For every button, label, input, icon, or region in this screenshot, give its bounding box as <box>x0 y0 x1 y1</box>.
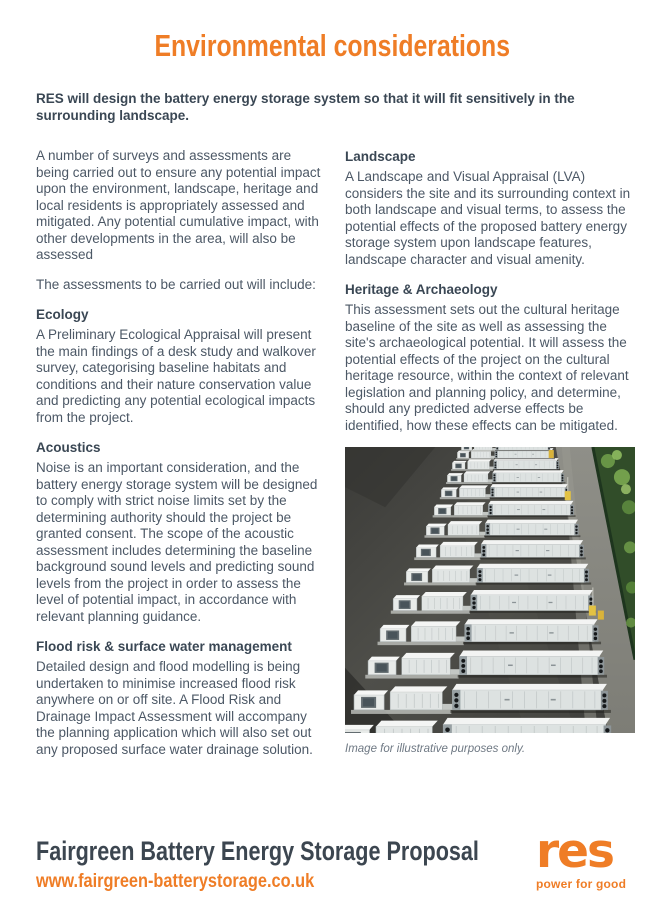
photo-caption: Image for illustrative purposes only. <box>345 743 526 755</box>
section-body-acoustics: Noise is an important consideration, and the battery energy storage system will be designed to comply with strict noise limits set by the determining authority should the project be granted consent. The scope of the acoustic assessment includes determining the baseline background sound levels and predicting sound levels from the project in order to assess the level of potential impact, in accordance with relevant planning guidance. <box>36 460 318 624</box>
section-ecology <box>36 306 323 426</box>
site-photo-figure <box>345 447 635 755</box>
section-heading-acoustics: Acoustics <box>36 440 101 455</box>
res-logo-tagline: power for good <box>536 877 627 891</box>
section-heritage <box>345 281 632 434</box>
content-columns <box>36 148 632 771</box>
section-landscape <box>345 148 632 268</box>
right-column <box>345 148 632 771</box>
page-footer <box>36 824 640 906</box>
section-heading-heritage: Heritage & Archaeology <box>345 282 498 297</box>
intro-statement: RES will design the battery energy storage system so that it will fit sensitively in the surrounding landscape. <box>36 91 575 123</box>
proposal-title-text: Fairgreen Battery Energy Storage Proposal <box>36 836 479 866</box>
section-body-landscape: A Landscape and Visual Appraisal (LVA) considers the site and its surrounding context in both landscape and visual terms, to assess the potential effects of the proposed battery energy storage system upon landscape features, landscape character and visual amenity. <box>345 169 631 267</box>
website-link-text: www.fairgreen-batterystorage.co.uk <box>36 871 315 892</box>
section-heading-landscape: Landscape <box>345 149 416 164</box>
surveys-paragraph: A number of surveys and assessments are being carried out to ensure any potential impact upon the environment, landscape, heritage and local residents is appropriately assessed and mitigated. Any potential cumulative impact, with other developments in the area, will also be assessed <box>36 148 321 262</box>
left-column <box>36 148 323 771</box>
section-flood-risk <box>36 638 323 758</box>
section-acoustics <box>36 439 323 625</box>
section-heading-flood-risk: Flood risk & surface water management <box>36 639 292 654</box>
res-logo-wordmark: res <box>536 824 614 879</box>
battery-storage-site-photo <box>345 447 635 733</box>
section-heading-ecology: Ecology <box>36 307 89 322</box>
assessments-lead-in: The assessments to be carried out will include: <box>36 276 316 292</box>
res-logo <box>536 824 636 891</box>
section-body-ecology: A Preliminary Ecological Appraisal will present the main findings of a desk study and walkover survey, categorising baseline habitats and conditions and their nature conservation value and predicting any potential ecological impacts from the project. <box>36 327 316 425</box>
section-body-heritage: This assessment sets out the cultural heritage baseline of the site as well as assessing the site's archaeological potential. It will assess the potential effects of the project on the cultural heritage resource, within the context of relevant legislation and planning policy, and determine, should any predicted adverse effects be identified, how these effects can be mitigated. <box>345 302 629 433</box>
page-header <box>0 28 664 64</box>
section-body-flood-risk: Detailed design and flood modelling is being undertaken to minimise increased flood risk anywhere on or off site. A Flood Risk and Drainage Impact Assessment will accompany the planning application which will also set out any proposed surface water drainage solution. <box>36 659 313 757</box>
page-title: Environmental considerations <box>154 28 510 63</box>
